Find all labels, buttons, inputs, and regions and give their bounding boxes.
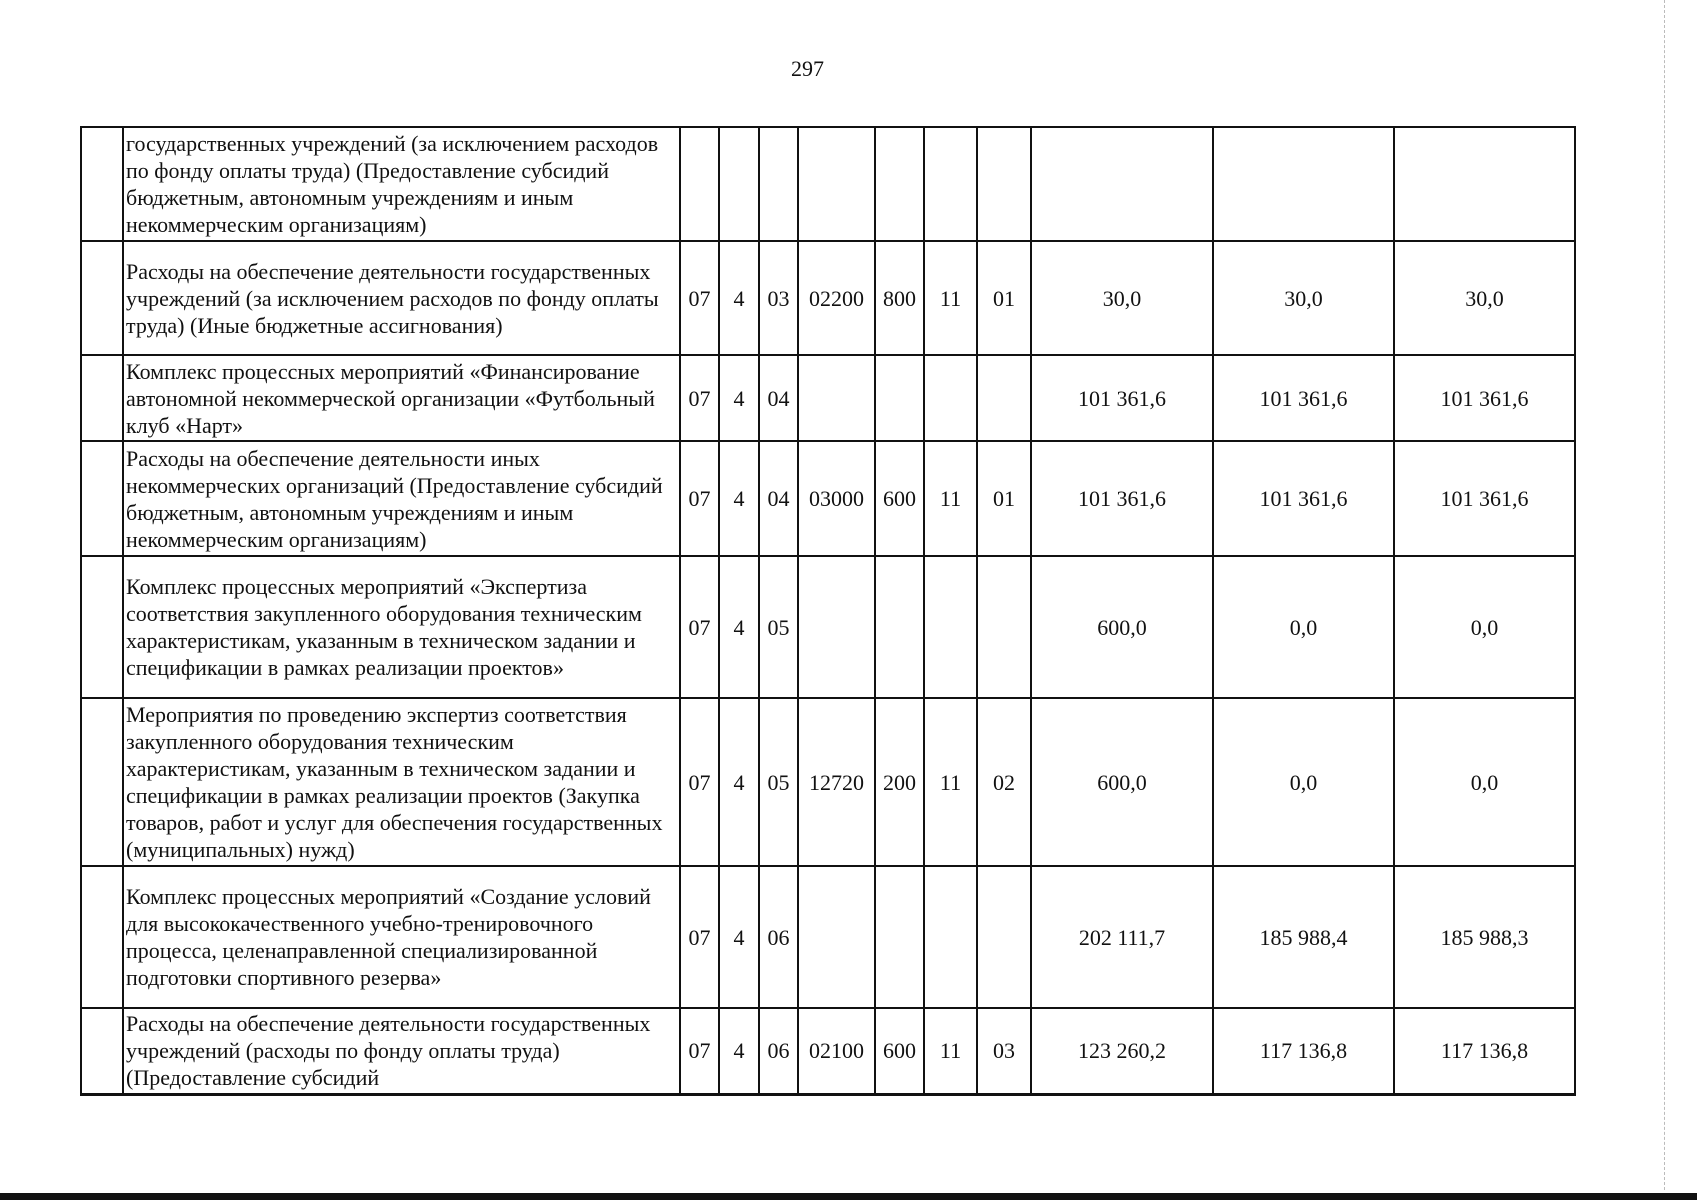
code-complex-cell: 05 [759, 556, 798, 698]
amount-year-1: 600,0 [1031, 698, 1213, 866]
code-chapter-cell [924, 866, 977, 1008]
code-section-cell: 07 [680, 556, 719, 698]
code-expense-type-cell [875, 127, 924, 241]
row-index-cell [81, 241, 123, 355]
amount-year-2: 185 988,4 [1213, 866, 1394, 1008]
amount-year-1: 101 361,6 [1031, 355, 1213, 441]
scan-edge-line [1664, 0, 1665, 1190]
code-chapter-cell: 11 [924, 1008, 977, 1094]
amount-year-2: 0,0 [1213, 556, 1394, 698]
code-subsection-cell: 01 [977, 441, 1031, 556]
code-complex-cell: 06 [759, 1008, 798, 1094]
code-program-cell: 4 [719, 1008, 759, 1094]
code-program-cell: 4 [719, 241, 759, 355]
code-section-cell: 07 [680, 441, 719, 556]
code-direction-cell: 02100 [798, 1008, 875, 1094]
row-index-cell [81, 355, 123, 441]
row-index-cell [81, 441, 123, 556]
code-direction-cell [798, 127, 875, 241]
amount-year-3 [1394, 127, 1575, 241]
amount-year-1: 123 260,2 [1031, 1008, 1213, 1094]
budget-table [80, 126, 1576, 1096]
code-direction-cell: 12720 [798, 698, 875, 866]
code-direction-cell [798, 866, 875, 1008]
code-complex-cell: 03 [759, 241, 798, 355]
code-chapter-cell [924, 556, 977, 698]
code-section-cell: 07 [680, 1008, 719, 1094]
code-chapter-cell: 11 [924, 241, 977, 355]
code-expense-type-cell: 600 [875, 441, 924, 556]
amount-year-2: 117 136,8 [1213, 1008, 1394, 1094]
row-index-cell [81, 1008, 123, 1094]
amount-year-3: 0,0 [1394, 698, 1575, 866]
code-complex-cell: 04 [759, 441, 798, 556]
code-direction-cell: 02200 [798, 241, 875, 355]
code-expense-type-cell [875, 866, 924, 1008]
code-program-cell: 4 [719, 441, 759, 556]
table-row [81, 1008, 1575, 1094]
description-cell: Комплекс процессных мероприятий «Финансирование автономной некоммерческой организации «Футбольный клуб «Нарт» [123, 355, 680, 441]
amount-year-1: 101 361,6 [1031, 441, 1213, 556]
description-cell: Расходы на обеспечение деятельности иных некоммерческих организаций (Предоставление субсидий бюджетным, автономным учреждениям и иным некоммерческим организациям) [123, 441, 680, 556]
amount-year-1: 202 111,7 [1031, 866, 1213, 1008]
table-row [81, 127, 1575, 241]
code-subsection-cell: 03 [977, 1008, 1031, 1094]
description-cell: Комплекс процессных мероприятий «Экспертиза соответствия закупленного оборудования техническим характеристикам, указанным в техническом задании и спецификации в рамках реализации проектов» [123, 556, 680, 698]
description-cell: Расходы на обеспечение деятельности государственных учреждений (за исключением расходов по фонду оплаты труда) (Иные бюджетные ассигнования) [123, 241, 680, 355]
table-row [81, 556, 1575, 698]
code-subsection-cell [977, 556, 1031, 698]
table-row [81, 698, 1575, 866]
code-expense-type-cell: 600 [875, 1008, 924, 1094]
row-index-cell [81, 698, 123, 866]
code-program-cell: 4 [719, 556, 759, 698]
amount-year-3: 101 361,6 [1394, 355, 1575, 441]
page-number: 297 [791, 56, 824, 81]
code-direction-cell [798, 355, 875, 441]
code-section-cell [680, 127, 719, 241]
code-direction-cell: 03000 [798, 441, 875, 556]
code-chapter-cell [924, 355, 977, 441]
code-section-cell: 07 [680, 698, 719, 866]
code-direction-cell [798, 556, 875, 698]
code-expense-type-cell: 800 [875, 241, 924, 355]
description-cell: Мероприятия по проведению экспертиз соответствия закупленного оборудования техническим характеристикам, указанным в техническом задании и спецификации в рамках реализации проектов (Закупка товаров, работ и услуг для обеспечения государственных (муниципальных) нужд) [123, 698, 680, 866]
amount-year-2: 30,0 [1213, 241, 1394, 355]
code-program-cell [719, 127, 759, 241]
row-index-cell [81, 556, 123, 698]
amount-year-2: 101 361,6 [1213, 441, 1394, 556]
code-chapter-cell [924, 127, 977, 241]
amount-year-2: 0,0 [1213, 698, 1394, 866]
amount-year-3: 101 361,6 [1394, 441, 1575, 556]
amount-year-3: 0,0 [1394, 556, 1575, 698]
code-subsection-cell [977, 355, 1031, 441]
amount-year-3: 30,0 [1394, 241, 1575, 355]
code-complex-cell: 05 [759, 698, 798, 866]
table-row [81, 441, 1575, 556]
code-subsection-cell [977, 127, 1031, 241]
code-complex-cell: 06 [759, 866, 798, 1008]
description-cell: государственных учреждений (за исключением расходов по фонду оплаты труда) (Предоставление субсидий бюджетным, автономным учреждениям и иным некоммерческим организациям) [123, 127, 680, 241]
amount-year-1 [1031, 127, 1213, 241]
code-complex-cell: 04 [759, 355, 798, 441]
code-subsection-cell: 01 [977, 241, 1031, 355]
code-expense-type-cell: 200 [875, 698, 924, 866]
amount-year-2 [1213, 127, 1394, 241]
code-section-cell: 07 [680, 355, 719, 441]
code-complex-cell [759, 127, 798, 241]
amount-year-2: 101 361,6 [1213, 355, 1394, 441]
page-bottom-rule [0, 1193, 1697, 1200]
row-index-cell [81, 127, 123, 241]
code-section-cell: 07 [680, 241, 719, 355]
amount-year-3: 185 988,3 [1394, 866, 1575, 1008]
code-chapter-cell: 11 [924, 698, 977, 866]
amount-year-1: 30,0 [1031, 241, 1213, 355]
code-subsection-cell [977, 866, 1031, 1008]
description-cell: Комплекс процессных мероприятий «Создание условий для высококачественного учебно-тренировочного процесса, целенаправленной специализированной подготовки спортивного резерва» [123, 866, 680, 1008]
code-program-cell: 4 [719, 698, 759, 866]
row-index-cell [81, 866, 123, 1008]
code-subsection-cell: 02 [977, 698, 1031, 866]
code-section-cell: 07 [680, 866, 719, 1008]
code-expense-type-cell [875, 556, 924, 698]
code-program-cell: 4 [719, 355, 759, 441]
code-expense-type-cell [875, 355, 924, 441]
amount-year-3: 117 136,8 [1394, 1008, 1575, 1094]
table-row [81, 355, 1575, 441]
code-chapter-cell: 11 [924, 441, 977, 556]
code-program-cell: 4 [719, 866, 759, 1008]
table-row [81, 866, 1575, 1008]
table-row [81, 241, 1575, 355]
description-cell: Расходы на обеспечение деятельности государственных учреждений (расходы по фонду оплаты труда) (Предоставление субсидий [123, 1008, 680, 1094]
amount-year-1: 600,0 [1031, 556, 1213, 698]
